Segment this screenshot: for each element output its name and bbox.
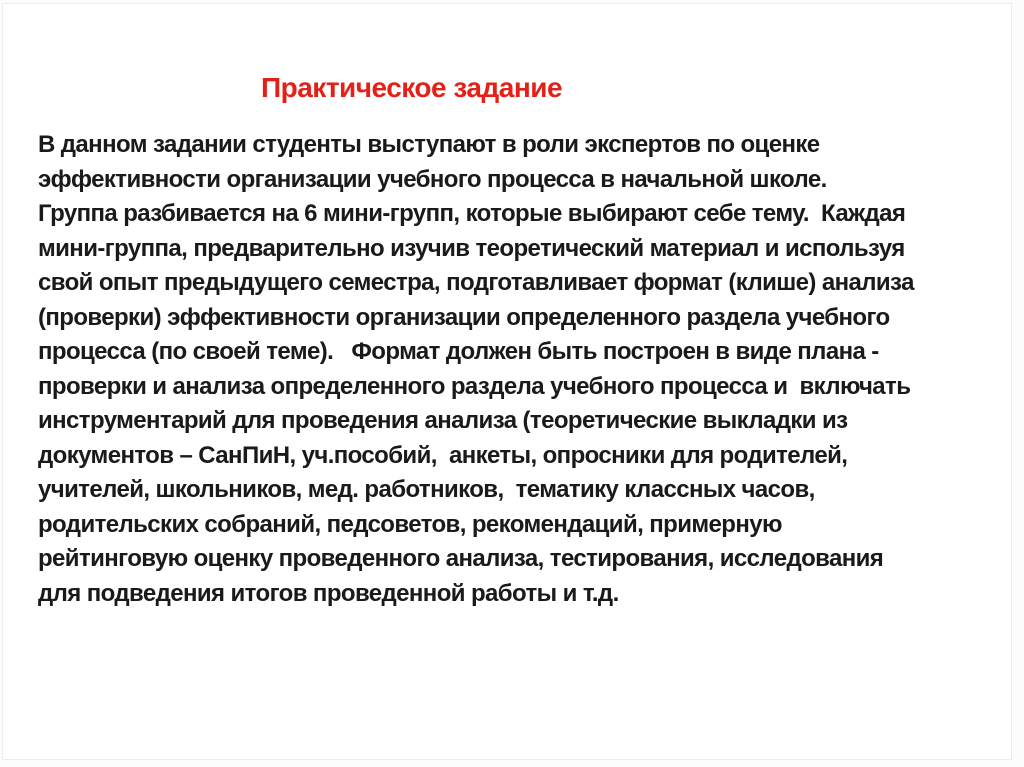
body-line: для подведения итогов проведенной работы и т.д. [38, 579, 619, 607]
body-line: процесса (по своей теме). Формат должен быть построен в виде плана - [38, 338, 879, 365]
body-line: Группа разбивается на 6 мини-групп, которые выбирают себе тему. Каждая [38, 200, 906, 227]
slide-body-text [38, 128, 998, 611]
body-line: рейтинговую оценку проведенного анализа, тестирования, исследования [38, 545, 884, 572]
presentation-slide [2, 3, 1012, 760]
slide-title: Практическое задание [261, 72, 563, 103]
body-line: проверки и анализа определенного раздела учебного процесса и включать [38, 372, 911, 400]
body-line: документов – СанПиН, уч.пособий, анкеты, опросники для родителей, [38, 441, 848, 469]
body-line: (проверки) эффективности организации определенного раздела учебного [38, 303, 890, 331]
body-line: свой опыт предыдущего семестра, подготавливает формат (клише) анализа [38, 269, 914, 296]
body-line: родительских собраний, педсоветов, рекомендаций, примерную [38, 510, 782, 538]
body-line: инструментарий для проведения анализа (теоретические выкладки из [38, 407, 848, 434]
body-line: В данном задании студенты выступают в роли экспертов по оценке [38, 131, 820, 158]
body-line: эффективности организации учебного процесса в начальной школе. [38, 165, 827, 193]
body-line: мини-группа, предварительно изучив теоретический материал и используя [38, 234, 905, 262]
body-line: учителей, школьников, мед. работников, тематику классных часов, [38, 476, 815, 503]
